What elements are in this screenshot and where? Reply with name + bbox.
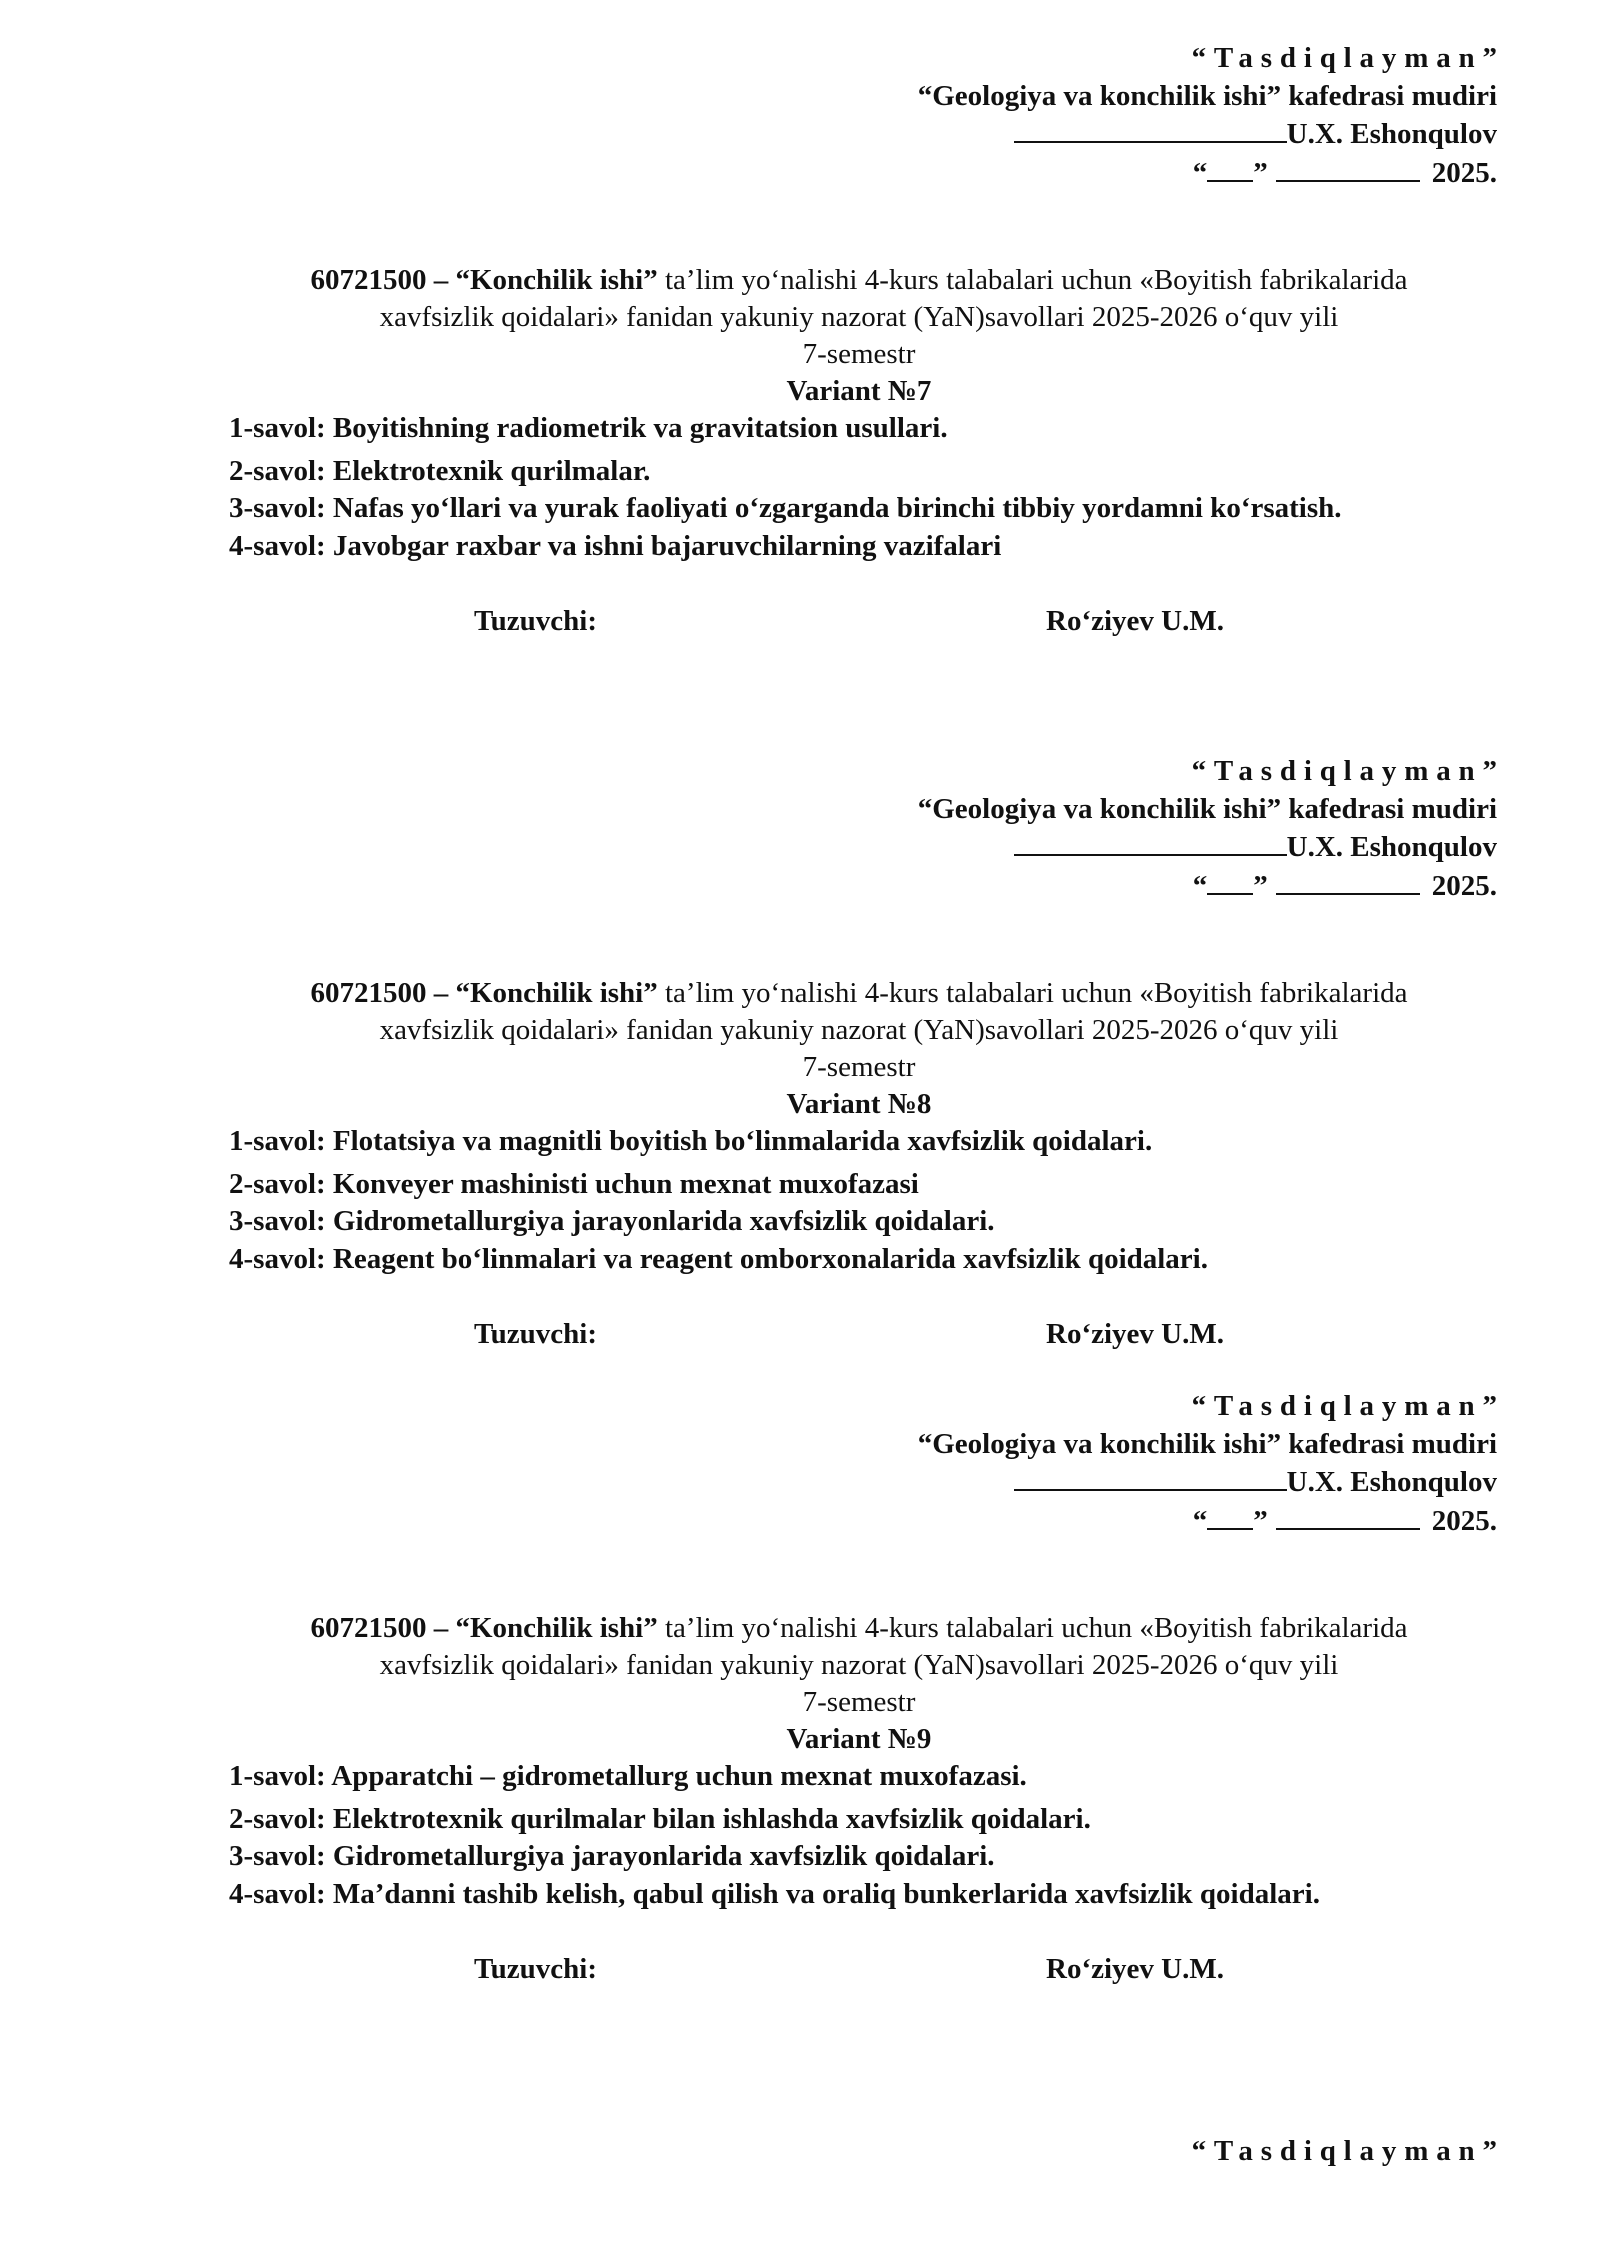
approval-date-line: “ ” 2025. — [918, 1502, 1497, 1541]
head-name: U.X. Eshonqulov — [1286, 118, 1497, 150]
question-3: 3-savol: Nafas yo‘llari va yurak faoliyati o‘zgarganda birinchi tibbiy yordamni ko‘rsatish. — [229, 492, 1342, 524]
variant-title: Variant №9 — [786, 1723, 932, 1755]
approval-date-line: “ ” 2025. — [918, 154, 1497, 193]
head-name: U.X. Eshonqulov — [1286, 831, 1497, 863]
semester: 7-semestr — [802, 338, 916, 370]
approval-stamp — [917, 753, 1505, 905]
approval-title-next: “Tasdiqlayman” — [1191, 2135, 1505, 2167]
question-2: 2-savol: Konveyer mashinisti uchun mexnat muxofazasi — [229, 1167, 919, 1200]
approval-stamp — [917, 40, 1505, 192]
approval-title: “Tasdiqlayman” — [1191, 1390, 1505, 1422]
course-line: xavfsizlik qoidalari» fanidan yakuniy nazorat (YaN)savollari 2025-2026 o‘quv yili — [379, 301, 1339, 333]
month-blank — [1276, 867, 1420, 895]
question-3: 3-savol: Gidrometallurgiya jarayonlarida xavfsizlik qoidalari. — [229, 1840, 995, 1872]
question-list — [229, 1123, 1208, 1278]
course-line: xavfsizlik qoidalari» fanidan yakuniy nazorat (YaN)savollari 2025-2026 o‘quv yili — [379, 1649, 1339, 1681]
question-4: 4-savol: Ma’danni tashib kelish, qabul qilish va oraliq bunkerlarida xavfsizlik qoidalari. — [229, 1877, 1320, 1910]
compiler-label: Tuzuvchi: — [474, 1953, 598, 1985]
department-head-line: “Geologiya va konchilik ishi” kafedrasi mudiri — [917, 1427, 1497, 1460]
day-blank — [1207, 154, 1253, 182]
day-blank — [1207, 1502, 1253, 1530]
month-blank — [1276, 1502, 1420, 1530]
semester: 7-semestr — [802, 1051, 916, 1083]
program-code: 60721500 – “Konchilik ishi” — [310, 977, 658, 1009]
approval-title: “Tasdiqlayman” — [1191, 755, 1505, 787]
head-signature-line — [918, 115, 1497, 154]
program-code: 60721500 – “Konchilik ishi” — [310, 1612, 658, 1644]
question-2: 2-savol: Elektrotexnik qurilmalar. — [229, 454, 651, 487]
question-3: 3-savol: Gidrometallurgiya jarayonlarida xavfsizlik qoidalari. — [229, 1205, 995, 1237]
compiler-name: Ro‘ziyev U.M. — [1046, 1953, 1224, 1985]
question-4: 4-savol: Reagent bo‘linmalari va reagent omborxonalarida xavfsizlik qoidalari. — [229, 1242, 1208, 1275]
approval-year: 2025. — [1431, 869, 1497, 902]
semester: 7-semestr — [802, 1686, 916, 1718]
exam-heading: 60721500 – “Konchilik ishi” ta’lim yo‘nalishi 4-kurs talabalari uchun «Boyitish fabrikalarida xavfsizlik qoidalari» fanidan yakuniy nazorat (YaN)savollari 2025-2026 o‘quv yili 7-semestr — [0, 262, 1600, 373]
compiler-name: Ro‘ziyev U.M. — [1046, 1318, 1224, 1350]
question-1: 1-savol: Flotatsiya va magnitli boyitish bo‘linmalarida xavfsizlik qoidalari. — [229, 1125, 1153, 1157]
exam-variant-7 — [0, 40, 1600, 640]
compiler-label: Tuzuvchi: — [474, 1318, 598, 1350]
head-signature-line — [918, 828, 1497, 867]
signature-blank — [1014, 828, 1287, 856]
month-blank — [1276, 154, 1420, 182]
exam-heading: 60721500 – “Konchilik ishi” ta’lim yo‘nalishi 4-kurs talabalari uchun «Boyitish fabrikalarida xavfsizlik qoidalari» fanidan yakuniy nazorat (YaN)savollari 2025-2026 o‘quv yili 7-semestr — [0, 975, 1600, 1086]
question-1: 1-savol: Boyitishning radiometrik va gravitatsion usullari. — [229, 412, 948, 444]
approval-stamp — [917, 1388, 1505, 1540]
compiler-name: Ro‘ziyev U.M. — [1046, 605, 1224, 637]
question-4: 4-savol: Javobgar raxbar va ishni bajaruvchilarning vazifalari — [229, 529, 1002, 562]
exam-heading: 60721500 – “Konchilik ishi” ta’lim yo‘nalishi 4-kurs talabalari uchun «Boyitish fabrikalarida xavfsizlik qoidalari» fanidan yakuniy nazorat (YaN)savollari 2025-2026 o‘quv yili 7-semestr — [0, 1610, 1600, 1721]
compiler-label: Tuzuvchi: — [474, 605, 598, 637]
course-line: xavfsizlik qoidalari» fanidan yakuniy nazorat (YaN)savollari 2025-2026 o‘quv yili — [379, 1014, 1339, 1046]
question-2: 2-savol: Elektrotexnik qurilmalar bilan ishlashda xavfsizlik qoidalari. — [229, 1802, 1091, 1835]
signature-blank — [1014, 115, 1287, 143]
department-head-line: “Geologiya va konchilik ishi” kafedrasi mudiri — [917, 79, 1497, 112]
department-head-line: “Geologiya va konchilik ishi” kafedrasi mudiri — [917, 792, 1497, 825]
question-1: 1-savol: Apparatchi – gidrometallurg uchun mexnat muxofazasi. — [229, 1760, 1027, 1792]
approval-year: 2025. — [1431, 156, 1497, 189]
approval-year: 2025. — [1431, 1504, 1497, 1537]
head-name: U.X. Eshonqulov — [1286, 1466, 1497, 1498]
program-code: 60721500 – “Konchilik ishi” — [310, 264, 658, 296]
head-signature-line — [918, 1463, 1497, 1502]
exam-variant-8 — [0, 753, 1600, 1353]
day-blank — [1207, 867, 1253, 895]
approval-title: “Tasdiqlayman” — [1191, 42, 1505, 74]
approval-date-line: “ ” 2025. — [918, 867, 1497, 906]
signature-blank — [1014, 1463, 1287, 1491]
variant-title: Variant №7 — [786, 375, 932, 407]
exam-variant-9 — [0, 1388, 1600, 1988]
variant-title: Variant №8 — [786, 1088, 932, 1120]
question-list — [229, 410, 1342, 565]
question-list — [229, 1758, 1320, 1913]
